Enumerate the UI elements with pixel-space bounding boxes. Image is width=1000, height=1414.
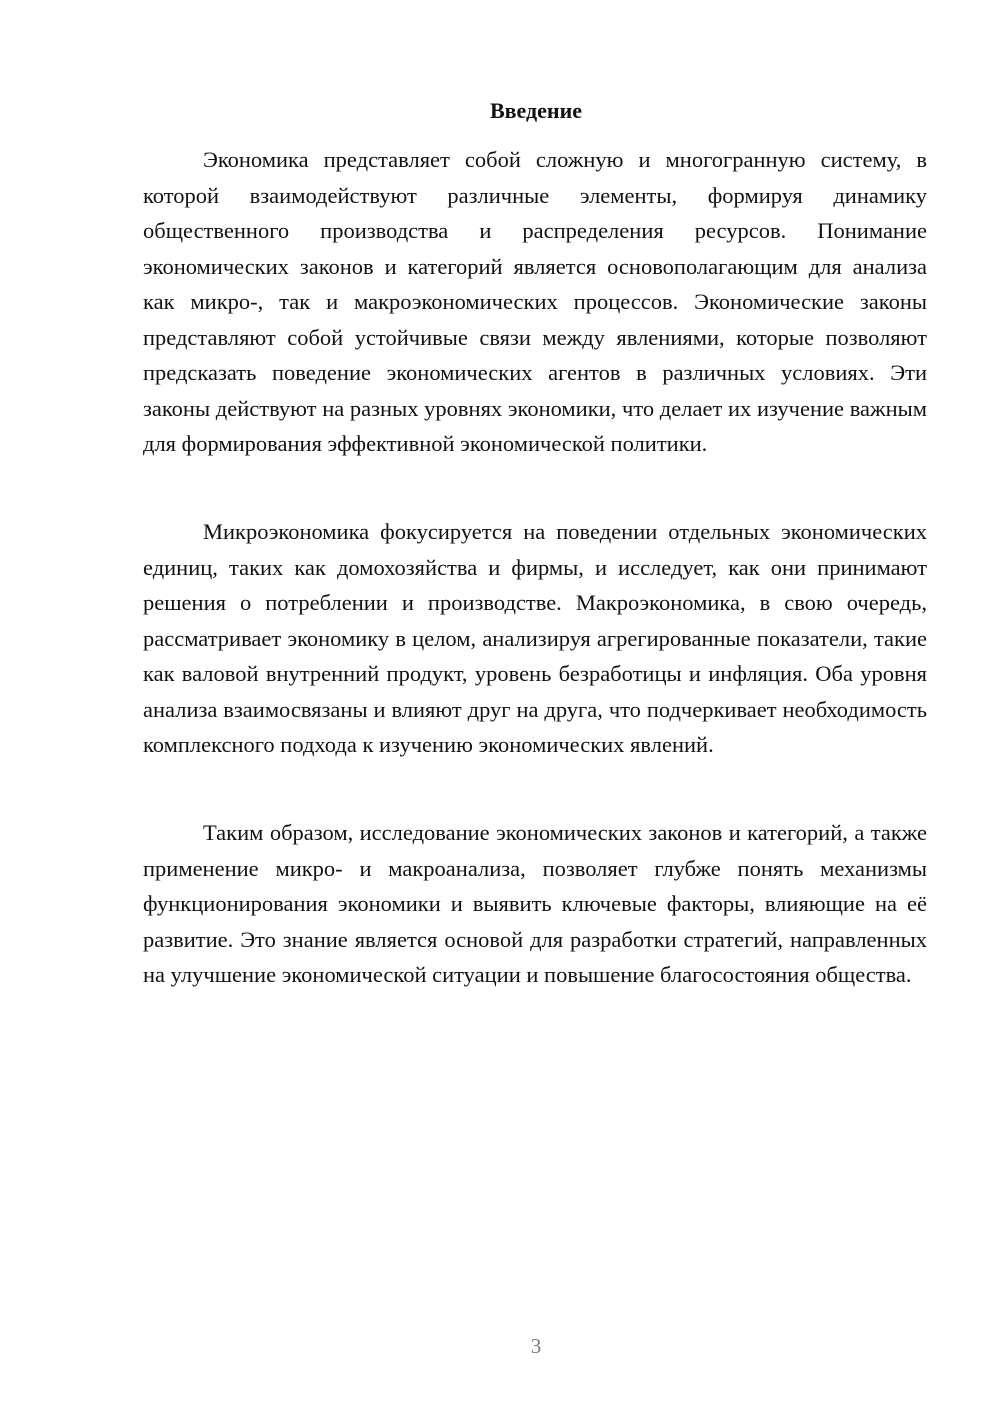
- paragraph-3: Таким образом, исследование экономических законов и категорий, а также применение микро- и макроанализа, позволяет глубже понять механизмы функционирования экономики и выявить ключевые факторы, влияющие на её развитие. Это знание является основой для разработки стратегий, направленных на улучшение экономической ситуации и повышение благосостояния общества.: [143, 820, 927, 987]
- paragraph-2: Микроэкономика фокусируется на поведении отдельных экономических единиц, таких как домохозяйства и фирмы, и исследует, как они принимают решения о потреблении и производстве. Макроэкономика, в свою очередь, рассматривает экономику в целом, анализируя агрегированные показатели, такие как валовой внутренний продукт, уровень безработицы и инфляция. Оба уровня анализа взаимосвязаны и влияют друг на друга, что подчеркивает необходимость комплексного подхода к изучению экономических явлений.: [143, 519, 927, 757]
- page-title: Введение: [489, 98, 583, 123]
- paragraph-1: Экономика представляет собой сложную и многогранную систему, в которой взаимодействуют различные элементы, формируя динамику общественного производства и распределения ресурсов. Понимание экономических законов и категорий является основополагающим для анализа как микро-, так и макроэкономических процессов. Экономические законы представляют собой устойчивые связи между явлениями, которые позволяют предсказать поведение экономических агентов в различных условиях. Эти законы действуют на разных уровнях экономики, что делает их изучение важным для формирования эффективной экономической политики.: [143, 147, 927, 456]
- page-number: 3: [530, 1334, 542, 1358]
- paragraph-3-block: [143, 815, 927, 993]
- paragraph-2-block: [143, 514, 927, 763]
- paragraph-1-block: [143, 142, 927, 462]
